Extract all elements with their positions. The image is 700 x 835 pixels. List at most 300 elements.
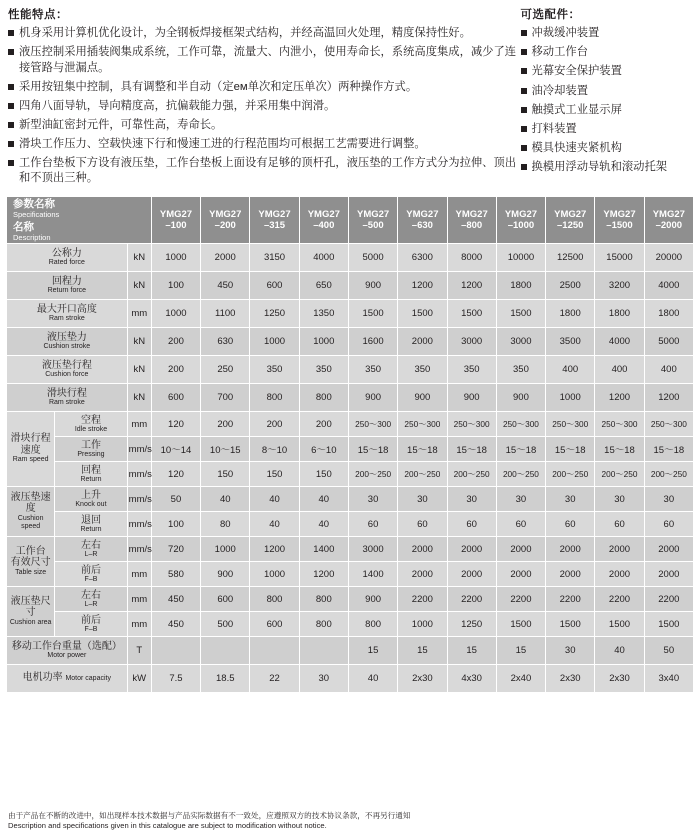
sub-label bbox=[55, 562, 127, 587]
cell-value: 40 bbox=[299, 512, 348, 537]
feature-text: 采用按钮集中控制，具有调整和半自动（定ем单次和定压单次）两种操作方式。 bbox=[19, 80, 418, 93]
table-row bbox=[7, 384, 694, 412]
cell-value: 30 bbox=[644, 487, 693, 512]
cell-value: 4000 bbox=[595, 328, 644, 356]
cell-value: 630 bbox=[201, 328, 250, 356]
row-label-cn: 液压垫行程 bbox=[41, 359, 92, 371]
model-l2: –100 bbox=[165, 220, 187, 231]
cell-value: 1800 bbox=[496, 272, 545, 300]
bullet-square-icon bbox=[521, 107, 527, 113]
cell-value: 600 bbox=[151, 384, 200, 412]
cell-value: 1400 bbox=[299, 537, 348, 562]
cell-value: 580 bbox=[151, 562, 200, 587]
cell-value: 3000 bbox=[496, 328, 545, 356]
header-model-col bbox=[447, 197, 496, 244]
option-text: 冲裁缓冲装置 bbox=[531, 27, 600, 39]
cell-value: 1800 bbox=[595, 300, 644, 328]
cell-value: 250～300 bbox=[447, 412, 496, 437]
cell-value: 15000 bbox=[595, 244, 644, 272]
cell-value: 40 bbox=[595, 637, 644, 665]
table-row bbox=[7, 328, 694, 356]
model-l1: YMG27 bbox=[406, 209, 439, 220]
model-l1: YMG27 bbox=[307, 209, 340, 220]
cell-value: 5000 bbox=[644, 328, 693, 356]
feature-item bbox=[8, 156, 517, 187]
cell-value: 1200 bbox=[644, 384, 693, 412]
sub-label bbox=[55, 587, 127, 612]
bullet-square-icon bbox=[8, 103, 14, 109]
row-unit: mm bbox=[127, 412, 151, 437]
cell-value: 1800 bbox=[644, 300, 693, 328]
cell-value: 2200 bbox=[496, 587, 545, 612]
row-label bbox=[7, 665, 128, 693]
sub-label-en: Pressing bbox=[77, 450, 105, 458]
cell-value: 2000 bbox=[398, 537, 447, 562]
cell-value: 3x40 bbox=[644, 665, 693, 693]
group-label-cn2: 有效尺寸 bbox=[10, 557, 51, 569]
cell-value: 1500 bbox=[546, 612, 595, 637]
row-unit: kN bbox=[127, 384, 151, 412]
cell-value: 2500 bbox=[546, 272, 595, 300]
cell-value: 50 bbox=[644, 637, 693, 665]
cell-value: 1000 bbox=[151, 244, 200, 272]
cell-value: 450 bbox=[151, 587, 200, 612]
row-unit: mm bbox=[127, 612, 151, 637]
cell-value: 250～300 bbox=[595, 412, 644, 437]
cell-value: 250～300 bbox=[496, 412, 545, 437]
cell-value: 250～300 bbox=[348, 412, 397, 437]
table-row bbox=[7, 612, 694, 637]
cell-value: 2200 bbox=[595, 587, 644, 612]
cell-value: 1000 bbox=[299, 328, 348, 356]
cell-value: 2x40 bbox=[496, 665, 545, 693]
model-l1: YMG27 bbox=[652, 209, 685, 220]
cell-value: 250 bbox=[201, 356, 250, 384]
cell-value: 900 bbox=[447, 384, 496, 412]
cell-value: 2000 bbox=[644, 537, 693, 562]
cell-value: 40 bbox=[250, 512, 299, 537]
cell-value: 200～250 bbox=[447, 462, 496, 487]
feature-item bbox=[8, 137, 517, 153]
cell-value: 30 bbox=[546, 637, 595, 665]
cell-value: 1000 bbox=[398, 612, 447, 637]
model-l2: –315 bbox=[263, 220, 286, 231]
model-l2: –630 bbox=[411, 220, 433, 231]
cell-value: 2000 bbox=[496, 562, 545, 587]
row-label-en: Cushion force bbox=[45, 371, 89, 378]
row-label-en: Cushion stroke bbox=[43, 343, 91, 350]
cell-value: 1400 bbox=[348, 562, 397, 587]
row-label-en: Ram stroke bbox=[48, 399, 85, 406]
table-row bbox=[7, 665, 694, 693]
model-l2: –2000 bbox=[655, 220, 683, 231]
option-text: 换模用浮动导轨和滚动托架 bbox=[531, 161, 668, 174]
cell-value: 15～18 bbox=[546, 437, 595, 462]
cell-value: 350 bbox=[348, 356, 397, 384]
feature-item bbox=[8, 99, 517, 115]
cell-value: 600 bbox=[250, 272, 299, 300]
cell-value: 12500 bbox=[546, 244, 595, 272]
cell-value: 400 bbox=[595, 356, 644, 384]
table-row bbox=[7, 272, 694, 300]
row-label-cn: 电机功率 bbox=[22, 672, 63, 684]
cell-value: 250～300 bbox=[644, 412, 693, 437]
cell-value: 350 bbox=[447, 356, 496, 384]
row-label bbox=[7, 328, 128, 356]
cell-value: 2000 bbox=[595, 537, 644, 562]
sub-label bbox=[55, 487, 127, 512]
cell-value: 350 bbox=[398, 356, 447, 384]
cell-value: 15～18 bbox=[644, 437, 693, 462]
cell-value: 2200 bbox=[398, 587, 447, 612]
table-row bbox=[7, 412, 694, 437]
table-row bbox=[7, 437, 694, 462]
cell-value: 15 bbox=[496, 637, 545, 665]
feature-text: 工作台垫板下方设有液压垫，工作台垫板上面设有足够的顶杆孔，液压垫的工作方式分为拉伸、顶出和不顶出三种。 bbox=[19, 156, 517, 184]
sub-label-en: L–R bbox=[84, 600, 98, 608]
cell-value: 900 bbox=[201, 562, 250, 587]
table-row bbox=[7, 462, 694, 487]
cell-value: 400 bbox=[644, 356, 693, 384]
header-name-en: Description bbox=[13, 233, 51, 242]
row-unit: mm/s bbox=[127, 537, 151, 562]
table-row bbox=[7, 537, 694, 562]
cell-value: 1000 bbox=[250, 562, 299, 587]
option-item bbox=[521, 84, 693, 100]
cell-value: 1200 bbox=[595, 384, 644, 412]
bullet-square-icon bbox=[521, 164, 527, 170]
model-l2: –1250 bbox=[557, 220, 584, 231]
cell-value: 30 bbox=[447, 487, 496, 512]
cell-value: 1500 bbox=[398, 300, 447, 328]
bullet-square-icon bbox=[8, 30, 14, 36]
cell-value: 7.5 bbox=[151, 665, 200, 693]
cell-value: 800 bbox=[250, 384, 299, 412]
group-label-cn: 液压垫速度 bbox=[10, 491, 51, 514]
feature-text: 机身采用计算机优化设计，为全钢板焊接框架式结构，并经高温回火处理，精度保持性好。 bbox=[19, 27, 471, 39]
option-item bbox=[521, 160, 693, 176]
cell-value: 15 bbox=[348, 637, 397, 665]
cell-value: 15～18 bbox=[398, 437, 447, 462]
bullet-square-icon bbox=[8, 122, 14, 128]
bullet-square-icon bbox=[8, 49, 14, 55]
group-label-en: Table size bbox=[15, 568, 47, 576]
cell-value: 2000 bbox=[398, 562, 447, 587]
cell-value: 350 bbox=[299, 356, 348, 384]
row-label-en: Ram stroke bbox=[48, 315, 85, 322]
header-param-cn: 参数名称 bbox=[13, 198, 55, 210]
group-label-en: Cushion area bbox=[9, 618, 52, 626]
option-text: 移动工作台 bbox=[531, 46, 588, 59]
cell-value: 15～18 bbox=[496, 437, 545, 462]
option-item bbox=[521, 26, 693, 42]
cell-value: 250～300 bbox=[398, 412, 447, 437]
cell-value: 2000 bbox=[447, 562, 496, 587]
sub-label bbox=[55, 462, 127, 487]
cell-value: 15 bbox=[447, 637, 496, 665]
cell-value: 30 bbox=[398, 487, 447, 512]
row-label-cn: 最大开口高度 bbox=[36, 303, 97, 315]
cell-value bbox=[299, 637, 348, 665]
cell-value: 900 bbox=[496, 384, 545, 412]
cell-value: 4000 bbox=[299, 244, 348, 272]
cell-value: 1000 bbox=[250, 328, 299, 356]
header-model-col bbox=[644, 197, 693, 244]
bullet-square-icon bbox=[521, 126, 527, 132]
option-text: 油冷却装置 bbox=[531, 84, 588, 97]
cell-value: 900 bbox=[398, 384, 447, 412]
row-unit: kN bbox=[127, 328, 151, 356]
cell-value: 2200 bbox=[546, 587, 595, 612]
option-text: 模具快速夹紧机构 bbox=[531, 142, 622, 155]
top-section bbox=[0, 0, 700, 190]
cell-value: 800 bbox=[348, 612, 397, 637]
bullet-square-icon bbox=[521, 88, 527, 94]
group-label-table-size bbox=[7, 537, 55, 587]
cell-value: 900 bbox=[348, 272, 397, 300]
model-l2: –1000 bbox=[507, 220, 535, 231]
cell-value: 1800 bbox=[546, 300, 595, 328]
model-l1: YMG27 bbox=[258, 209, 291, 220]
table-row bbox=[7, 512, 694, 537]
cell-value: 800 bbox=[299, 587, 348, 612]
model-l1: YMG27 bbox=[356, 209, 390, 220]
options-block bbox=[521, 6, 693, 190]
group-label-cn: 液压垫尺寸 bbox=[10, 595, 51, 619]
cell-value: 150 bbox=[299, 462, 348, 487]
cell-value: 100 bbox=[151, 272, 200, 300]
option-item bbox=[521, 64, 693, 80]
cell-value: 1250 bbox=[447, 612, 496, 637]
option-text: 打料装置 bbox=[531, 122, 577, 135]
cell-value: 40 bbox=[250, 487, 299, 512]
cell-value: 3000 bbox=[348, 537, 397, 562]
cell-value: 18.5 bbox=[201, 665, 250, 693]
cell-value bbox=[250, 637, 299, 665]
cell-value: 2000 bbox=[201, 244, 250, 272]
model-l2: –200 bbox=[214, 220, 236, 231]
cell-value: 15～18 bbox=[447, 437, 496, 462]
cell-value: 30 bbox=[546, 487, 595, 512]
cell-value: 2000 bbox=[595, 562, 644, 587]
row-unit: mm/s bbox=[127, 512, 151, 537]
model-l1: YMG27 bbox=[504, 209, 538, 220]
row-unit: mm/s bbox=[127, 462, 151, 487]
row-label bbox=[7, 300, 128, 328]
cell-value: 900 bbox=[348, 384, 397, 412]
row-label bbox=[7, 637, 128, 665]
group-label-cushion-area bbox=[7, 587, 55, 637]
row-unit: mm/s bbox=[127, 487, 151, 512]
sub-label-cn: 回程 bbox=[80, 464, 101, 476]
cell-value: 3200 bbox=[595, 272, 644, 300]
row-label bbox=[7, 244, 128, 272]
table-row bbox=[7, 637, 694, 665]
cell-value: 3150 bbox=[250, 244, 299, 272]
feature-text: 新型油缸密封元件，可靠性高，寿命长。 bbox=[19, 118, 223, 131]
cell-value: 700 bbox=[201, 384, 250, 412]
cell-value: 200～250 bbox=[546, 462, 595, 487]
cell-value: 15 bbox=[398, 637, 447, 665]
model-l2: –1500 bbox=[606, 220, 633, 231]
cell-value: 200 bbox=[250, 412, 299, 437]
option-item bbox=[521, 141, 693, 157]
spec-table-wrapper bbox=[6, 196, 694, 693]
cell-value: 60 bbox=[496, 512, 545, 537]
bullet-square-icon bbox=[521, 68, 527, 74]
row-label-en: Rated force bbox=[48, 259, 85, 266]
footer-note-en: Description and specifications given in this catalogue are subject to modification without notice. bbox=[8, 821, 327, 830]
cell-value: 1250 bbox=[250, 300, 299, 328]
row-unit: T bbox=[127, 637, 151, 665]
cell-value bbox=[151, 637, 200, 665]
cell-value: 2x30 bbox=[546, 665, 595, 693]
sub-label-cn: 前后 bbox=[80, 564, 101, 576]
option-item bbox=[521, 122, 693, 138]
model-l2: –800 bbox=[461, 220, 483, 231]
cell-value: 60 bbox=[595, 512, 644, 537]
header-model-col bbox=[348, 197, 397, 244]
feature-item bbox=[8, 118, 517, 134]
feature-text: 四角八面导轨，导向精度高，抗偏载能力强，并采用集中润滑。 bbox=[19, 99, 336, 112]
footer-note bbox=[8, 811, 692, 831]
model-l1: YMG27 bbox=[455, 209, 488, 220]
row-unit: mm bbox=[127, 300, 151, 328]
cell-value: 1500 bbox=[447, 300, 496, 328]
row-unit: kW bbox=[127, 665, 151, 693]
cell-value: 150 bbox=[201, 462, 250, 487]
cell-value: 500 bbox=[201, 612, 250, 637]
sub-label bbox=[55, 412, 127, 437]
sub-label-cn: 前后 bbox=[80, 614, 101, 626]
cell-value: 15～18 bbox=[348, 437, 397, 462]
cell-value: 8000 bbox=[447, 244, 496, 272]
cell-value: 40 bbox=[348, 665, 397, 693]
cell-value: 2000 bbox=[398, 328, 447, 356]
table-row bbox=[7, 587, 694, 612]
row-unit: mm bbox=[127, 587, 151, 612]
sub-label bbox=[55, 537, 127, 562]
cell-value: 3500 bbox=[546, 328, 595, 356]
row-label-cn: 移动工作台重量（选配） bbox=[11, 640, 122, 652]
cell-value: 600 bbox=[201, 587, 250, 612]
sub-label-en: Knock out bbox=[75, 500, 107, 508]
cell-value: 2000 bbox=[546, 562, 595, 587]
cell-value: 200～250 bbox=[398, 462, 447, 487]
sub-label bbox=[55, 437, 127, 462]
options-title: 可选配件： bbox=[520, 9, 581, 21]
cell-value: 800 bbox=[299, 612, 348, 637]
cell-value: 120 bbox=[151, 412, 200, 437]
group-label-en: Ram speed bbox=[12, 456, 49, 464]
sub-label-cn: 左右 bbox=[80, 589, 101, 601]
cell-value: 60 bbox=[398, 512, 447, 537]
option-item bbox=[521, 103, 693, 119]
bullet-square-icon bbox=[8, 84, 14, 90]
cell-value: 2000 bbox=[546, 537, 595, 562]
cell-value: 4000 bbox=[644, 272, 693, 300]
cell-value: 6～10 bbox=[299, 437, 348, 462]
cell-value: 50 bbox=[151, 487, 200, 512]
cell-value: 30 bbox=[595, 487, 644, 512]
sub-label bbox=[55, 612, 127, 637]
header-model-col bbox=[496, 197, 545, 244]
cell-value: 450 bbox=[151, 612, 200, 637]
cell-value: 40 bbox=[201, 487, 250, 512]
cell-value: 1600 bbox=[348, 328, 397, 356]
sub-label-cn: 左右 bbox=[80, 539, 101, 551]
cell-value: 2x30 bbox=[595, 665, 644, 693]
cell-value: 350 bbox=[496, 356, 545, 384]
cell-value: 600 bbox=[250, 612, 299, 637]
cell-value: 60 bbox=[447, 512, 496, 537]
cell-value: 60 bbox=[546, 512, 595, 537]
sub-label-cn: 工作 bbox=[80, 439, 101, 451]
row-label-en: Return force bbox=[47, 287, 87, 294]
cell-value: 120 bbox=[151, 462, 200, 487]
cell-value: 200～250 bbox=[348, 462, 397, 487]
cell-value: 100 bbox=[151, 512, 200, 537]
row-unit: kN bbox=[127, 356, 151, 384]
header-model-col bbox=[546, 197, 595, 244]
model-l2: –400 bbox=[313, 220, 335, 231]
cell-value: 200 bbox=[151, 328, 200, 356]
cell-value: 1000 bbox=[546, 384, 595, 412]
cell-value: 1000 bbox=[151, 300, 200, 328]
sub-label-en: Return bbox=[80, 525, 102, 533]
model-l1: YMG27 bbox=[209, 209, 242, 220]
header-param-en: Specifications bbox=[13, 210, 60, 219]
cell-value: 5000 bbox=[348, 244, 397, 272]
row-label bbox=[7, 272, 128, 300]
footer-note-cn: 由于产品在不断的改进中，如出现样本技术数据与产品实际数据有不一致处，应遵照双方的技术协议条款，不再另行通知 bbox=[8, 811, 411, 820]
row-label-en: Motor capacity bbox=[65, 675, 111, 683]
header-model-col bbox=[250, 197, 299, 244]
option-item bbox=[521, 45, 693, 61]
row-label-cn: 回程力 bbox=[51, 275, 82, 287]
header-model-col bbox=[201, 197, 250, 244]
cell-value bbox=[201, 637, 250, 665]
sub-label-cn: 退回 bbox=[80, 514, 101, 526]
cell-value: 22 bbox=[250, 665, 299, 693]
cell-value: 1100 bbox=[201, 300, 250, 328]
sub-label-en: L–R bbox=[84, 550, 98, 558]
cell-value: 2000 bbox=[447, 537, 496, 562]
cell-value: 8～10 bbox=[250, 437, 299, 462]
cell-value: 3000 bbox=[447, 328, 496, 356]
cell-value: 720 bbox=[151, 537, 200, 562]
sub-label-en: F–B bbox=[84, 625, 98, 633]
sub-label-cn: 空程 bbox=[80, 414, 101, 426]
header-name-cn: 名称 bbox=[13, 221, 34, 233]
header-model-col bbox=[299, 197, 348, 244]
cell-value: 650 bbox=[299, 272, 348, 300]
cell-value: 1200 bbox=[299, 562, 348, 587]
cell-value: 800 bbox=[250, 587, 299, 612]
cell-value: 350 bbox=[250, 356, 299, 384]
row-unit: mm/s bbox=[127, 437, 151, 462]
cell-value: 10～14 bbox=[151, 437, 200, 462]
cell-value: 10000 bbox=[496, 244, 545, 272]
cell-value: 250～300 bbox=[546, 412, 595, 437]
table-row bbox=[7, 562, 694, 587]
feature-text: 液压控制采用插装阀集成系统，工作可靠，流量大、内泄小，使用寿命长，系统高度集成，减少了连接管路与泄漏点。 bbox=[19, 46, 517, 74]
bullet-square-icon bbox=[8, 141, 14, 147]
table-row bbox=[7, 356, 694, 384]
table-row bbox=[7, 487, 694, 512]
sub-label-en: F–B bbox=[84, 575, 98, 583]
cell-value: 900 bbox=[348, 587, 397, 612]
